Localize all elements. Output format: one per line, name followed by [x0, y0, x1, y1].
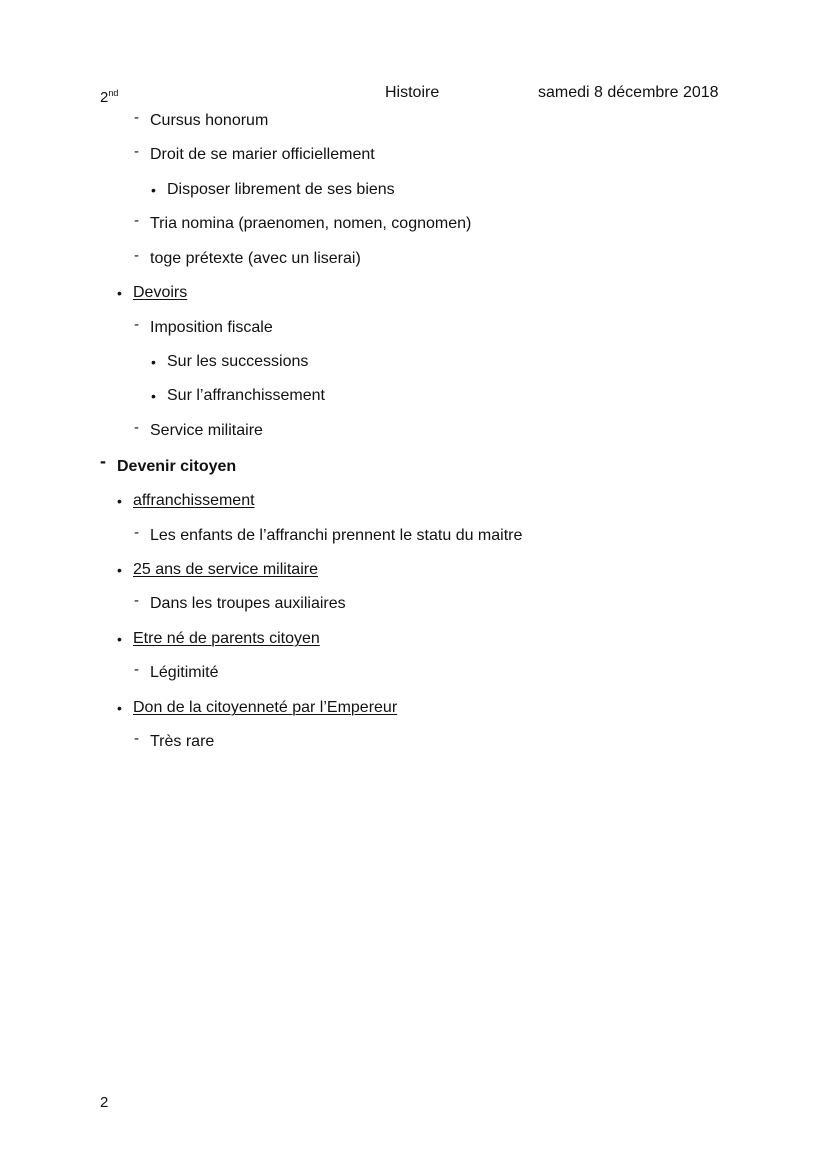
list-item-text: Très rare: [150, 733, 215, 750]
page-number: 2: [100, 1094, 109, 1111]
list-item-text: Sur les successions: [167, 353, 309, 370]
dash-marker: -: [100, 451, 106, 471]
bullet-marker: •: [151, 388, 156, 404]
dash-marker: -: [134, 730, 139, 747]
header-date: samedi 8 décembre 2018: [538, 84, 719, 101]
list-item-text: Cursus honorum: [150, 112, 269, 129]
dash-marker: -: [134, 524, 139, 541]
bullet-marker: •: [117, 285, 122, 301]
bullet-marker: •: [117, 562, 122, 578]
list-item-text: Tria nomina (praenomen, nomen, cognomen): [150, 215, 472, 232]
header-subject: Histoire: [385, 84, 440, 101]
list-item-text: toge prétexte (avec un liserai): [150, 250, 361, 267]
header-class-level: [100, 84, 118, 107]
dash-marker: -: [134, 419, 139, 436]
list-item-text: Dans les troupes auxiliaires: [150, 595, 346, 612]
list-item-text: Les enfants de l’affranchi prennent le statu du maitre: [150, 527, 523, 544]
class-level-suffix: nd: [108, 88, 119, 98]
section-heading: Devoirs: [133, 284, 188, 301]
dash-marker: -: [134, 212, 139, 229]
dash-marker: -: [134, 661, 139, 678]
section-title: Devenir citoyen: [117, 458, 237, 475]
bullet-marker: •: [117, 493, 122, 509]
section-heading: Etre né de parents citoyen: [133, 630, 320, 647]
list-item-text: Légitimité: [150, 664, 219, 681]
bullet-marker: •: [151, 182, 156, 198]
dash-marker: -: [134, 143, 139, 160]
section-heading: affranchissement: [133, 492, 255, 509]
list-item-text: Droit de se marier officiellement: [150, 146, 375, 163]
dash-marker: -: [134, 316, 139, 333]
section-heading: Don de la citoyenneté par l’Empereur: [133, 699, 398, 716]
dash-marker: -: [134, 109, 139, 126]
list-item-text: Sur l’affranchissement: [167, 387, 325, 404]
list-item-text: Disposer librement de ses biens: [167, 181, 395, 198]
section-heading: 25 ans de service militaire: [133, 561, 318, 578]
dash-marker: -: [134, 247, 139, 264]
bullet-marker: •: [151, 354, 156, 370]
bullet-marker: •: [117, 700, 122, 716]
list-item-text: Service militaire: [150, 422, 263, 439]
class-level: 2: [100, 89, 109, 106]
bullet-marker: •: [117, 631, 122, 647]
dash-marker: -: [134, 592, 139, 609]
list-item-text: Imposition fiscale: [150, 319, 273, 336]
